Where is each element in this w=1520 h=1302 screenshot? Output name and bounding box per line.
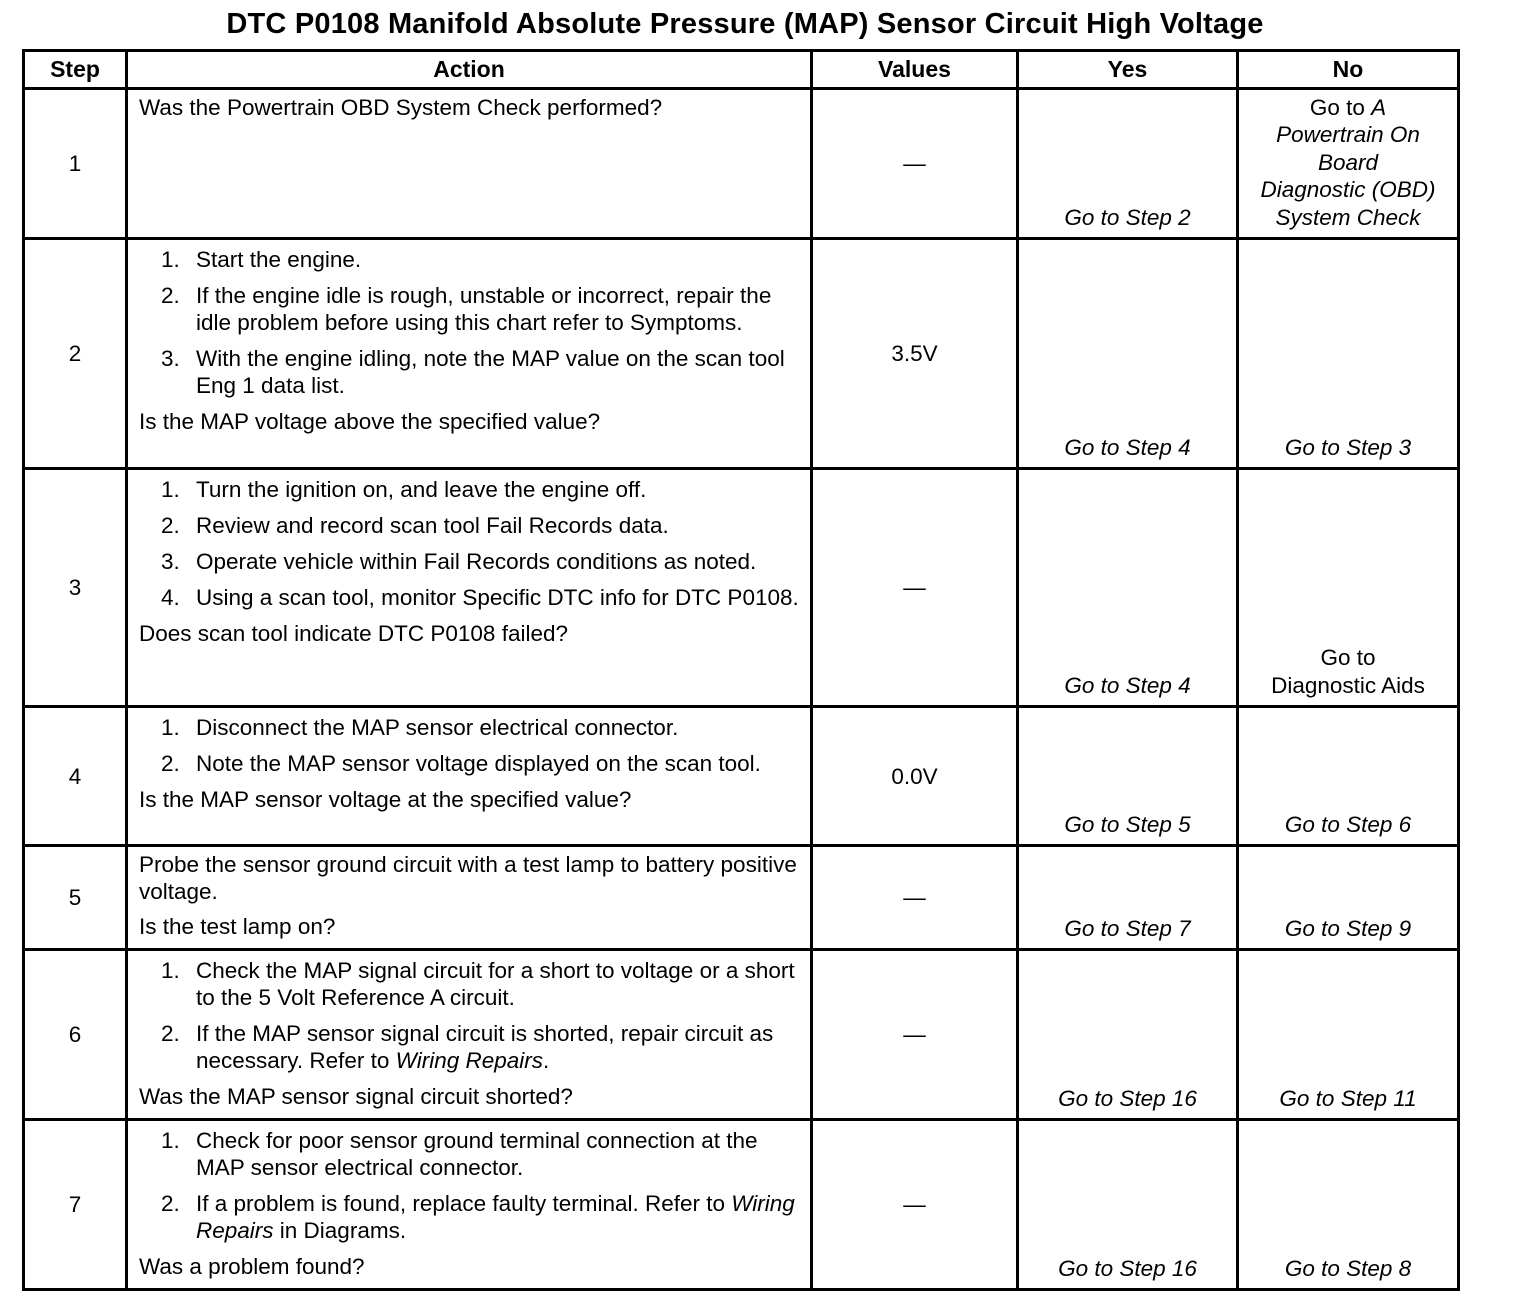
no-text: System Check — [1275, 204, 1421, 230]
value-cell: — — [812, 950, 1018, 1120]
action-question: Was the MAP sensor signal circuit shorted? — [139, 1084, 573, 1109]
step-number: 2 — [24, 239, 127, 469]
action-cell — [127, 707, 812, 846]
yes-cell: Go to Step 16 — [1018, 950, 1238, 1120]
no-cell: Go to Step 11 — [1238, 950, 1459, 1120]
no-text: Go to — [1309, 94, 1372, 120]
substep: 4. Using a scan tool, monitor Specific DTC info for DTC P0108. — [161, 585, 799, 610]
action-text: Was the Powertrain OBD System Check performed? — [139, 95, 663, 120]
no-cell — [1238, 89, 1459, 239]
header-step: Step — [24, 51, 127, 89]
substep: 3. With the engine idling, note the MAP value on the scan tool Eng 1 data list. — [161, 346, 785, 398]
yes-cell: Go to Step 4 — [1018, 239, 1238, 469]
no-text: Powertrain On — [1276, 122, 1420, 147]
action-cell — [127, 469, 812, 707]
value-cell: 3.5V — [812, 239, 1018, 469]
value-cell: — — [812, 846, 1018, 950]
header-no: No — [1238, 51, 1459, 89]
action-question: Is the MAP sensor voltage at the specified value? — [139, 787, 632, 812]
table-row — [24, 239, 1459, 469]
table-row — [24, 846, 1459, 950]
value-cell: — — [812, 1120, 1018, 1290]
yes-cell: Go to Step 5 — [1018, 707, 1238, 846]
no-cell: Go to Step 6 — [1238, 707, 1459, 846]
no-cell: Go to Step 8 — [1238, 1120, 1459, 1290]
substep: 2. If a problem is found, replace faulty terminal. Refer to Wiring Repairs in Diagrams. — [161, 1191, 795, 1243]
step-number: 7 — [24, 1120, 127, 1290]
substep: 1. Check for poor sensor ground terminal connection at the MAP sensor electrical connector. — [161, 1128, 758, 1180]
header-yes: Yes — [1018, 51, 1238, 89]
step-number: 5 — [24, 846, 127, 950]
step-number: 3 — [24, 469, 127, 707]
no-text: Board — [1317, 149, 1379, 175]
step-number: 4 — [24, 707, 127, 846]
no-text-italic: A — [1371, 94, 1387, 120]
value-cell: 0.0V — [812, 707, 1018, 846]
substep: 2. Note the MAP sensor voltage displayed on the scan tool. — [161, 751, 761, 776]
action-cell — [127, 239, 812, 469]
substep: 2. If the MAP sensor signal circuit is shorted, repair circuit as necessary. Refer to Wiring Repairs. — [161, 1021, 774, 1073]
action-cell — [127, 89, 812, 239]
no-text: Go to — [1320, 645, 1376, 670]
action-question: Is the MAP voltage above the specified value? — [139, 409, 601, 434]
header-values: Values — [812, 51, 1018, 89]
substep: 2. If the engine idle is rough, unstable or incorrect, repair the idle problem before using this chart refer to Symptoms. — [161, 283, 772, 335]
action-cell — [127, 1120, 812, 1290]
action-cell — [127, 846, 812, 950]
page-title: DTC P0108 Manifold Absolute Pressure (MAP) Sensor Circuit High Voltage — [226, 8, 1264, 40]
yes-cell: Go to Step 4 — [1018, 469, 1238, 707]
table-row — [24, 469, 1459, 707]
table-row — [24, 950, 1459, 1120]
substep: 1. Check the MAP signal circuit for a short to voltage or a short to the 5 Volt Reference A circuit. — [161, 958, 795, 1010]
action-question: Was a problem found? — [139, 1254, 365, 1279]
no-cell — [1238, 469, 1459, 707]
yes-cell: Go to Step 2 — [1018, 89, 1238, 239]
substep: 1. Turn the ignition on, and leave the engine off. — [161, 477, 647, 502]
yes-cell: Go to Step 16 — [1018, 1120, 1238, 1290]
no-cell: Go to Step 9 — [1238, 846, 1459, 950]
step-number: 1 — [24, 89, 127, 239]
header-row — [24, 51, 1459, 89]
table-row — [24, 1120, 1459, 1290]
table-row — [24, 707, 1459, 846]
substep: 2. Review and record scan tool Fail Records data. — [161, 513, 669, 538]
diagnostic-table — [22, 49, 1460, 1291]
substep: 1. Start the engine. — [161, 247, 362, 272]
value-cell: — — [812, 89, 1018, 239]
step-number: 6 — [24, 950, 127, 1120]
value-cell: — — [812, 469, 1018, 707]
yes-cell: Go to Step 7 — [1018, 846, 1238, 950]
substep: 1. Disconnect the MAP sensor electrical connector. — [161, 715, 679, 740]
no-text: Diagnostic (OBD) — [1260, 177, 1436, 202]
action-cell — [127, 950, 812, 1120]
substep: 3. Operate vehicle within Fail Records conditions as noted. — [161, 549, 757, 574]
no-cell: Go to Step 3 — [1238, 239, 1459, 469]
action-question: Does scan tool indicate DTC P0108 failed? — [139, 621, 568, 646]
action-text: Probe the sensor ground circuit with a test lamp to battery positive voltage. — [139, 852, 797, 904]
table-row — [24, 89, 1459, 239]
action-question: Is the test lamp on? — [139, 914, 336, 939]
no-text: Diagnostic Aids — [1271, 672, 1425, 698]
header-action: Action — [127, 51, 812, 89]
